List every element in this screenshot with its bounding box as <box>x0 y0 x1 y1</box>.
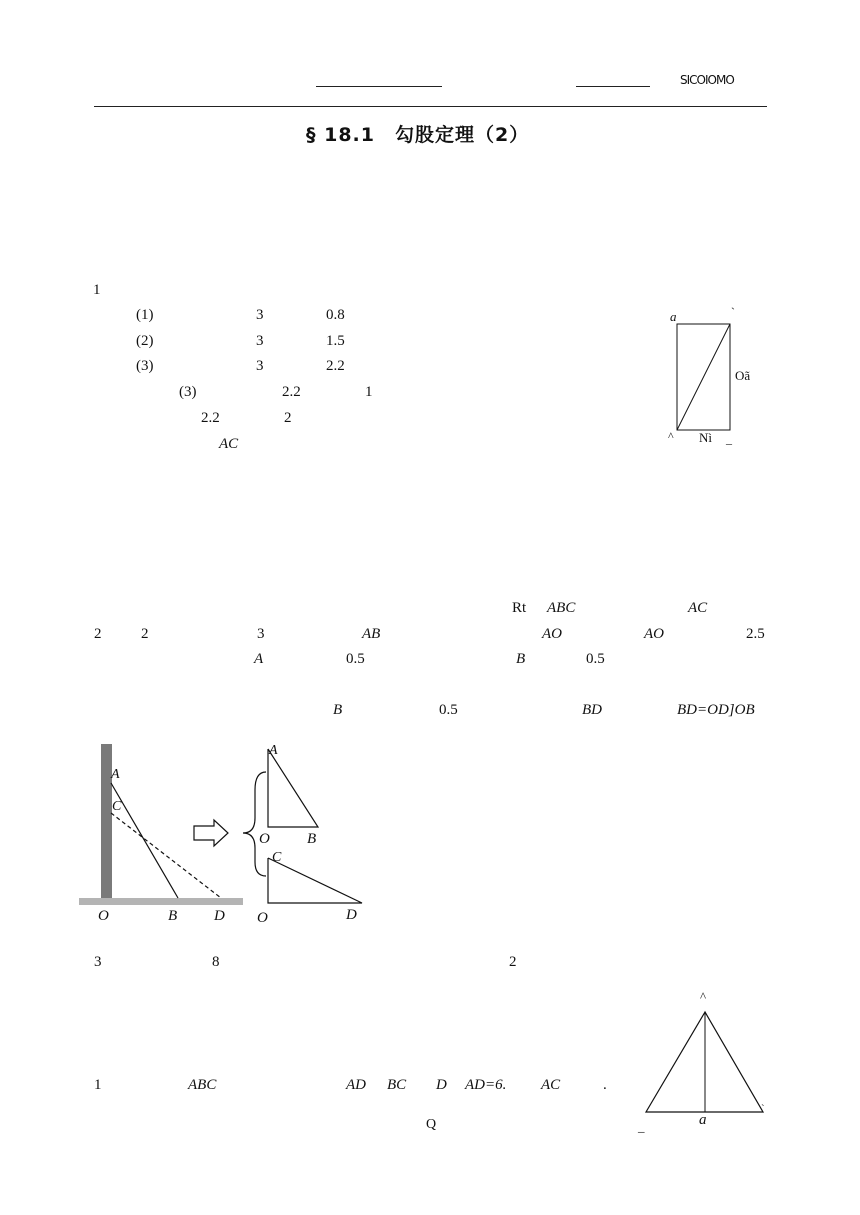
q1-row-3-b: 2.2 <box>326 358 345 374</box>
q2-l2-n2: 2 <box>141 626 149 642</box>
q1-fig-label-tr: ` <box>731 305 735 319</box>
q1-row-1-label: (1) <box>136 307 154 323</box>
q2-l2-n3: 3 <box>257 626 265 642</box>
ex1-ad: AD <box>346 1077 366 1093</box>
q1-line4-b: 1 <box>365 384 373 400</box>
q2-l3-a: A <box>254 651 264 667</box>
ex1-ac: AC <box>541 1077 561 1093</box>
ex1-d: D <box>436 1077 447 1093</box>
q2-fig-O: O <box>98 908 109 924</box>
q1-line4-label: (3) <box>179 384 197 400</box>
q2-l4-b: B <box>333 702 343 718</box>
q1-number: 1 <box>93 282 101 298</box>
q1-fig-label-br: _ <box>726 432 732 446</box>
q1-fig-label-tl: a <box>670 309 677 324</box>
q1-line4-a: 2.2 <box>282 384 301 400</box>
q2-l1-rt: Rt <box>512 600 527 616</box>
ex1-dot: . <box>603 1077 607 1093</box>
ex1-q: Q <box>426 1117 437 1132</box>
q1-row-1-b: 0.8 <box>326 307 345 323</box>
ex1-fig-top: ^ <box>700 989 707 1004</box>
q2-fig-rA: A <box>269 743 278 758</box>
q2-l2-ao2: AO <box>644 626 664 642</box>
q1-row-2-label: (2) <box>136 333 154 349</box>
q2-l4-v: 0.5 <box>439 702 458 718</box>
q2-fig-rC: C <box>272 850 282 865</box>
ex1-eq: AD=6. <box>465 1077 507 1093</box>
q2-fig-B: B <box>168 908 178 924</box>
q2-l2-n1: 2 <box>94 626 102 642</box>
q2-fig-rO2: O <box>257 910 268 926</box>
q2-fig-rD: D <box>346 907 357 923</box>
q2-l1-abc: ABC <box>547 600 576 616</box>
q2-l3-v2: 0.5 <box>586 651 605 667</box>
ex1-fig-br: ` <box>761 1103 765 1115</box>
ex1-abc: ABC <box>188 1077 217 1093</box>
q1-row-2-b: 1.5 <box>326 333 345 349</box>
q1-row-3-label: (3) <box>136 358 154 374</box>
q1-fig-label-right: Oã <box>735 368 751 383</box>
ex1-fig-bottom: a <box>699 1112 707 1128</box>
q2-fig-C: C <box>112 799 122 814</box>
q2-l2-ab: AB <box>362 626 381 642</box>
q2-fig-A: A <box>111 767 120 782</box>
ex1-bc: BC <box>387 1077 407 1093</box>
ex1-number: 1 <box>94 1077 102 1093</box>
q3-number: 3 <box>94 954 102 970</box>
q2-fig-rO: O <box>259 831 270 847</box>
q1-line6-ac: AC <box>219 436 239 452</box>
q1-fig-label-bl: ^ <box>668 429 674 443</box>
q2-l2-v: 2.5 <box>746 626 765 642</box>
q2-l4-eq: BD=OD]OB <box>677 702 755 718</box>
page-title: § 18.1 勾股定理（2） <box>306 124 530 146</box>
q2-l4-bd: BD <box>582 702 602 718</box>
q2-l3-b: B <box>516 651 526 667</box>
q2-fig-rB: B <box>307 831 317 847</box>
q1-fig-label-bottom: Nì <box>699 430 712 445</box>
q2-l3-v1: 0.5 <box>346 651 365 667</box>
q3-a: 8 <box>212 954 220 970</box>
q1-line5-b: 2 <box>284 410 292 426</box>
header-code: SICOIOMO <box>680 73 734 87</box>
q1-row-1-a: 3 <box>256 307 264 323</box>
q2-l1-ac: AC <box>688 600 708 616</box>
q2-fig-D: D <box>214 908 225 924</box>
q1-line5-a: 2.2 <box>201 410 220 426</box>
q2-l2-ao1: AO <box>542 626 562 642</box>
ex1-fig-bl: _ <box>638 1119 645 1134</box>
q1-row-2-a: 3 <box>256 333 264 349</box>
q3-b: 2 <box>509 954 517 970</box>
q1-row-3-a: 3 <box>256 358 264 374</box>
